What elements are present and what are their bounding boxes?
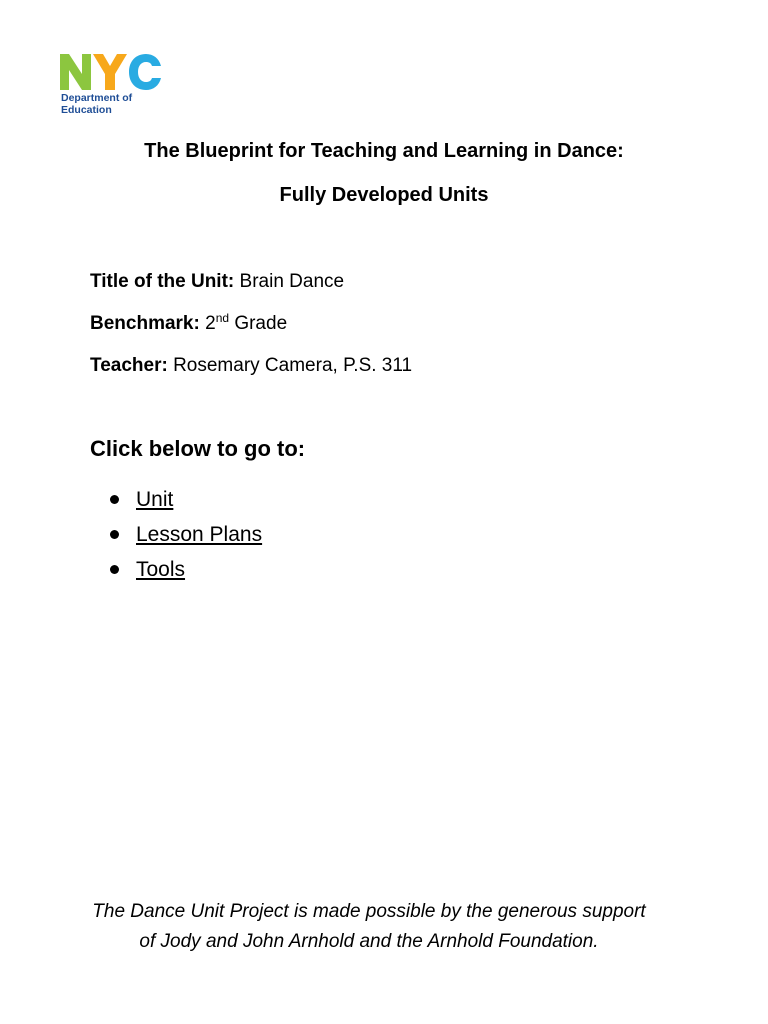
lesson-plans-link[interactable]: Lesson Plans <box>136 522 263 546</box>
bullet-icon <box>110 495 119 504</box>
unit-link[interactable]: Unit <box>136 487 174 511</box>
footer-line2: of Jody and John Arnhold and the Arnhold Foundation. <box>139 931 599 952</box>
benchmark-value-rest: Grade <box>234 313 288 334</box>
nyc-logo-icon <box>60 54 162 90</box>
logo-subtitle-line2: Education <box>61 104 112 116</box>
benchmark-field <box>90 313 287 335</box>
logo-subtitle-line1: Department of <box>61 92 133 104</box>
benchmark-label: Benchmark: <box>90 313 200 334</box>
bullet-icon <box>110 530 119 539</box>
benchmark-value-suffix: nd <box>215 311 230 325</box>
tools-link[interactable]: Tools <box>136 557 186 581</box>
logo-subtitle <box>61 92 132 116</box>
list-item <box>110 517 262 552</box>
list-item <box>110 482 262 517</box>
bullet-icon <box>110 565 119 574</box>
unit-title-value: Brain Dance <box>239 271 345 292</box>
navigation-heading: Click below to go to: <box>90 436 306 461</box>
teacher-value: Rosemary Camera, P.S. 311 <box>173 355 413 376</box>
document-title-line1: The Blueprint for Teaching and Learning in Dance: <box>144 140 624 162</box>
benchmark-value-number: 2 <box>205 313 216 334</box>
nyc-doe-logo <box>60 54 170 120</box>
teacher-label: Teacher: <box>90 355 168 376</box>
unit-title-field <box>90 271 344 293</box>
unit-title-label: Title of the Unit: <box>90 271 235 292</box>
list-item <box>110 552 262 587</box>
document-title-line2: Fully Developed Units <box>279 184 489 206</box>
navigation-link-list <box>110 482 262 587</box>
footer-line1: The Dance Unit Project is made possible by the generous support <box>92 901 646 922</box>
teacher-field <box>90 355 412 377</box>
